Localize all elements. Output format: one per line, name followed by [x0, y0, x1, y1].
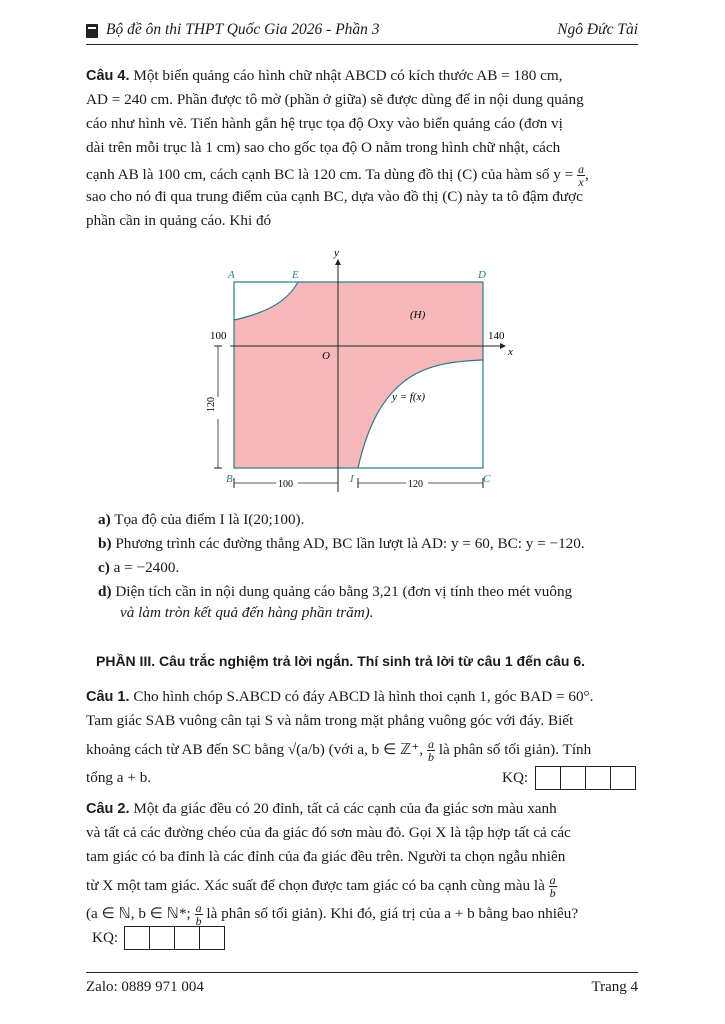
book-icon	[86, 24, 98, 38]
footer-zalo: Zalo: 0889 971 004	[86, 979, 204, 995]
c2-line-3: tam giác có ba đỉnh là các đỉnh của đa giác đều trên. Người ta chọn ngẫu nhiên	[86, 848, 566, 865]
c2-kq-label: KQ:	[92, 929, 119, 946]
page-footer	[86, 972, 638, 995]
fraction-a-over-b-3: $\frac{a}{b}$	[195, 901, 202, 928]
q4-line-4: dài trên mỗi trục là 1 cm) sao cho gốc tọa độ O nằm trong hình chữ nhật, cách	[86, 139, 561, 156]
label-x: x	[508, 346, 513, 358]
fraction-a-over-b-2: $\frac{a}{b}$	[549, 873, 556, 900]
label-y: y	[334, 247, 339, 259]
label-C: C	[483, 473, 491, 485]
q4-line-3: cáo như hình vẽ. Tiến hành gắn hệ trục tọa độ Oxy vào biển quảng cáo (đơn vị	[86, 115, 563, 132]
c1-line-2: Tam giác SAB vuông cân tại S và nằm trong mặt phẳng vuông góc với đáy. Biết	[86, 712, 574, 729]
q4-line-6: sao cho nó đi qua trung điểm của cạnh BC, dựa vào đồ thị (C) này ta tô đậm được	[86, 188, 583, 205]
page-header	[86, 18, 638, 45]
label-D: D	[478, 269, 486, 281]
c2-line-4: từ X một tam giác. Xác suất để chọn được tam giác có ba cạnh cùng màu là $\frac{a}{b}$	[86, 873, 556, 900]
c2-line-5: (a ∈ ℕ, b ∈ ℕ*; $\frac{a}{b}$ là phân số tối giản). Khi đó, giá trị của a + b bằng bao nhiêu?	[86, 901, 579, 928]
label-dim-100: 100	[278, 479, 293, 490]
c1-line-4: tổng a + b.	[86, 769, 152, 786]
label-E: E	[292, 269, 299, 281]
q4-line-5: cạnh AB là 100 cm, cách cạnh BC là 120 cm. Ta dùng đồ thị (C) của hàm số y = $\frac{a}{x}$ ,	[86, 162, 589, 189]
q4-item-b: b) Phương trình các đường thẳng AD, BC lần lượt là AD: y = 60, BC: y = −120.	[98, 535, 585, 552]
q4-line-7: phần cần in quảng cáo. Khi đó	[86, 212, 272, 229]
label-100: 100	[210, 330, 227, 342]
billboard-figure	[200, 240, 530, 495]
q4-label: Câu 4.	[86, 68, 130, 84]
label-B: B	[226, 473, 233, 485]
footer-page-number: Trang 4	[591, 979, 638, 995]
q4-item-d-cont: và làm tròn kết quả đến hàng phần trăm).	[120, 604, 374, 621]
q4-line-1: Câu 4. Một biển quảng cáo hình chữ nhật ABCD có kích thước AB = 180 cm,	[86, 67, 563, 84]
header-title: Bộ đề ôn thi THPT Quốc Gia 2026 - Phần 3	[106, 21, 380, 38]
label-A: A	[228, 269, 235, 281]
label-120-vertical: 120	[206, 397, 217, 412]
c2-answer-boxes[interactable]	[124, 926, 225, 950]
q4-item-c: c) a = −2400.	[98, 559, 180, 576]
c1-answer-boxes[interactable]	[535, 766, 636, 790]
label-140: 140	[488, 330, 505, 342]
header-author: Ngô Đức Tài	[557, 21, 638, 38]
q4-item-a: a) Tọa độ của điểm I là I(20;100).	[98, 511, 305, 528]
c1-kq-label: KQ:	[502, 769, 529, 786]
label-I: I	[350, 473, 354, 485]
c1-line-1: Câu 1. Cho hình chóp S.ABCD có đáy ABCD là hình thoi cạnh 1, góc BAD = 60°.	[86, 688, 594, 705]
q4-item-d: d) Diện tích cần in nội dung quảng cáo bằng 3,21 (đơn vị tính theo mét vuông	[98, 583, 573, 600]
c1-label: Câu 1.	[86, 689, 130, 705]
fraction-a-over-x: $\frac{a}{x}$	[578, 162, 585, 189]
label-fx: y = f(x)	[392, 391, 426, 403]
fraction-a-over-b: $\frac{a}{b}$	[428, 737, 435, 764]
c1-line-3: khoảng cách từ AB đến SC bằng √(a/b) (với a, b ∈ ℤ⁺, $\frac{a}{b}$ là phân số tối giản). Tính	[86, 737, 592, 764]
label-dim-120: 120	[408, 479, 423, 490]
c2-line-1: Câu 2. Một đa giác đều có 20 đỉnh, tất cả các cạnh của đa giác sơn màu xanh	[86, 800, 557, 817]
label-O: O	[322, 350, 330, 362]
c2-line-2: và tất cả các đường chéo của đa giác đó sơn màu đỏ. Gọi X là tập hợp tất cả các	[86, 824, 571, 841]
label-H: (H)	[410, 309, 426, 321]
c2-label: Câu 2.	[86, 801, 130, 817]
q4-line-2: AD = 240 cm. Phần được tô mờ (phần ở giữa) sẽ được dùng để in nội dung quảng	[86, 91, 584, 108]
part-3-heading: PHẦN III. Câu trắc nghiệm trả lời ngắn. Thí sinh trả lời từ câu 1 đến câu 6.	[96, 653, 586, 669]
